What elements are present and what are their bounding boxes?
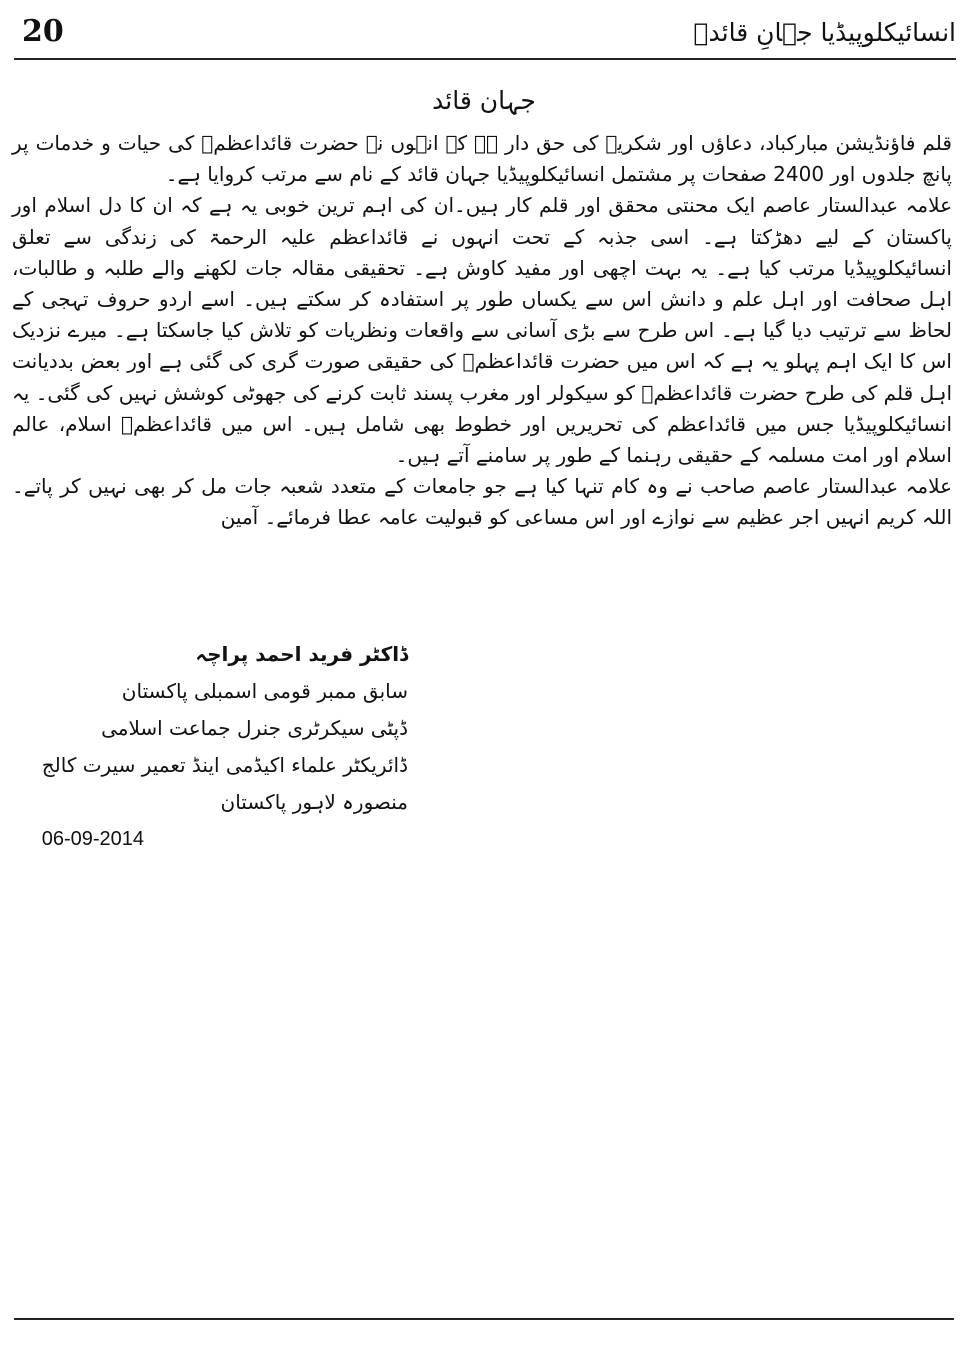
footer-rule bbox=[14, 1318, 954, 1320]
signature-block bbox=[42, 636, 408, 858]
paragraph-1: قلم فاؤنڈیشن مبارکباد، دعاؤں اور شکریہ کی حق دار ہے کہ انہوں نے حضرت قائداعظمؒ کی حیات و خدمات پر پانچ جلدوں اور 2400 صفحات پر مشتمل انسائیکلوپیڈیا جہان قائد کے نام سے مرتب کروایا ہے۔ bbox=[12, 131, 952, 187]
section-heading: جہان قائد bbox=[432, 86, 536, 115]
page-number: 20 bbox=[22, 14, 64, 49]
signatory-title-2: ڈپٹی سیکرٹری جنرل جماعت اسلامی bbox=[101, 716, 408, 740]
page-header bbox=[14, 10, 956, 60]
body-text bbox=[12, 128, 952, 534]
signatory-location: منصورہ لاہور پاکستان bbox=[220, 790, 408, 814]
signatory-title-3: ڈائریکٹر علماء اکیڈمی اینڈ تعمیر سیرت کالج bbox=[41, 753, 408, 777]
signatory-title-1: سابق ممبر قومی اسمبلی پاکستان bbox=[121, 679, 408, 703]
running-title: انسائیکلوپیڈیا جہانِ قائدؒ bbox=[693, 18, 956, 47]
signature-date: 06-09-2014 bbox=[41, 828, 145, 850]
paragraph-3: علامہ عبدالستار عاصم صاحب نے وہ کام تنہا کیا ہے جو جامعات کے متعدد شعبہ جات مل کر بھی نہیں کر پاتے۔ اللہ کریم انہیں اجر عظیم سے نوازے اور اس مساعی کو قبولیت عامہ عطا فرمائے۔ آمین bbox=[12, 474, 952, 530]
paragraph-2: علامہ عبدالستار عاصم ایک محنتی محقق اور قلم کار ہیں۔ان کی اہم ترین خوبی یہ ہے کہ ان کا دل اسلام اور پاکستان کے لیے دھڑکتا ہے۔ اسی جذبہ کے تحت انہوں نے قائداعظم علیہ الرحمۃ کی زندگی سے تعلق انسائیکلوپیڈیا مرتب کیا ہے۔ یہ بہت اچھی اور مفید کاوش ہے۔ تحقیقی مقالہ جات لکھنے والے طلبہ و طالبات، اہل صحافت اور اہل علم و دانش اس سے یکساں طور پر استفادہ کر سکتے ہیں۔ اسے اردو حروف تہجی کے لحاظ سے ترتیب دیا گیا ہے۔ اس طرح سے بڑی آسانی سے واقعات ونظریات کو تلاش کیا جاسکتا ہے۔ میرے نزدیک اس کا ایک اہم پہلو یہ ہے کہ اس میں حضرت قائداعظمؒ کی حقیقی صورت گری کی گئی ہے اور بعض بددیانت اہل قلم کی طرح حضرت قائداعظمؒ کو سیکولر اور مغرب پسند ثابت کرنے کی جھوٹی کوشش نہیں کی گئی۔ یہ انسائیکلوپیڈیا جس میں قائداعظم کی تحریریں اور خطوط بھی شامل ہیں۔ اس میں قائداعظمؒ اسلام، عالم اسلام اور امت مسلمہ کے حقیقی رہنما کے طور پر سامنے آتے ہیں۔ bbox=[12, 193, 952, 468]
signatory-name: ڈاکٹر فرید احمد پراچہ bbox=[195, 642, 408, 666]
